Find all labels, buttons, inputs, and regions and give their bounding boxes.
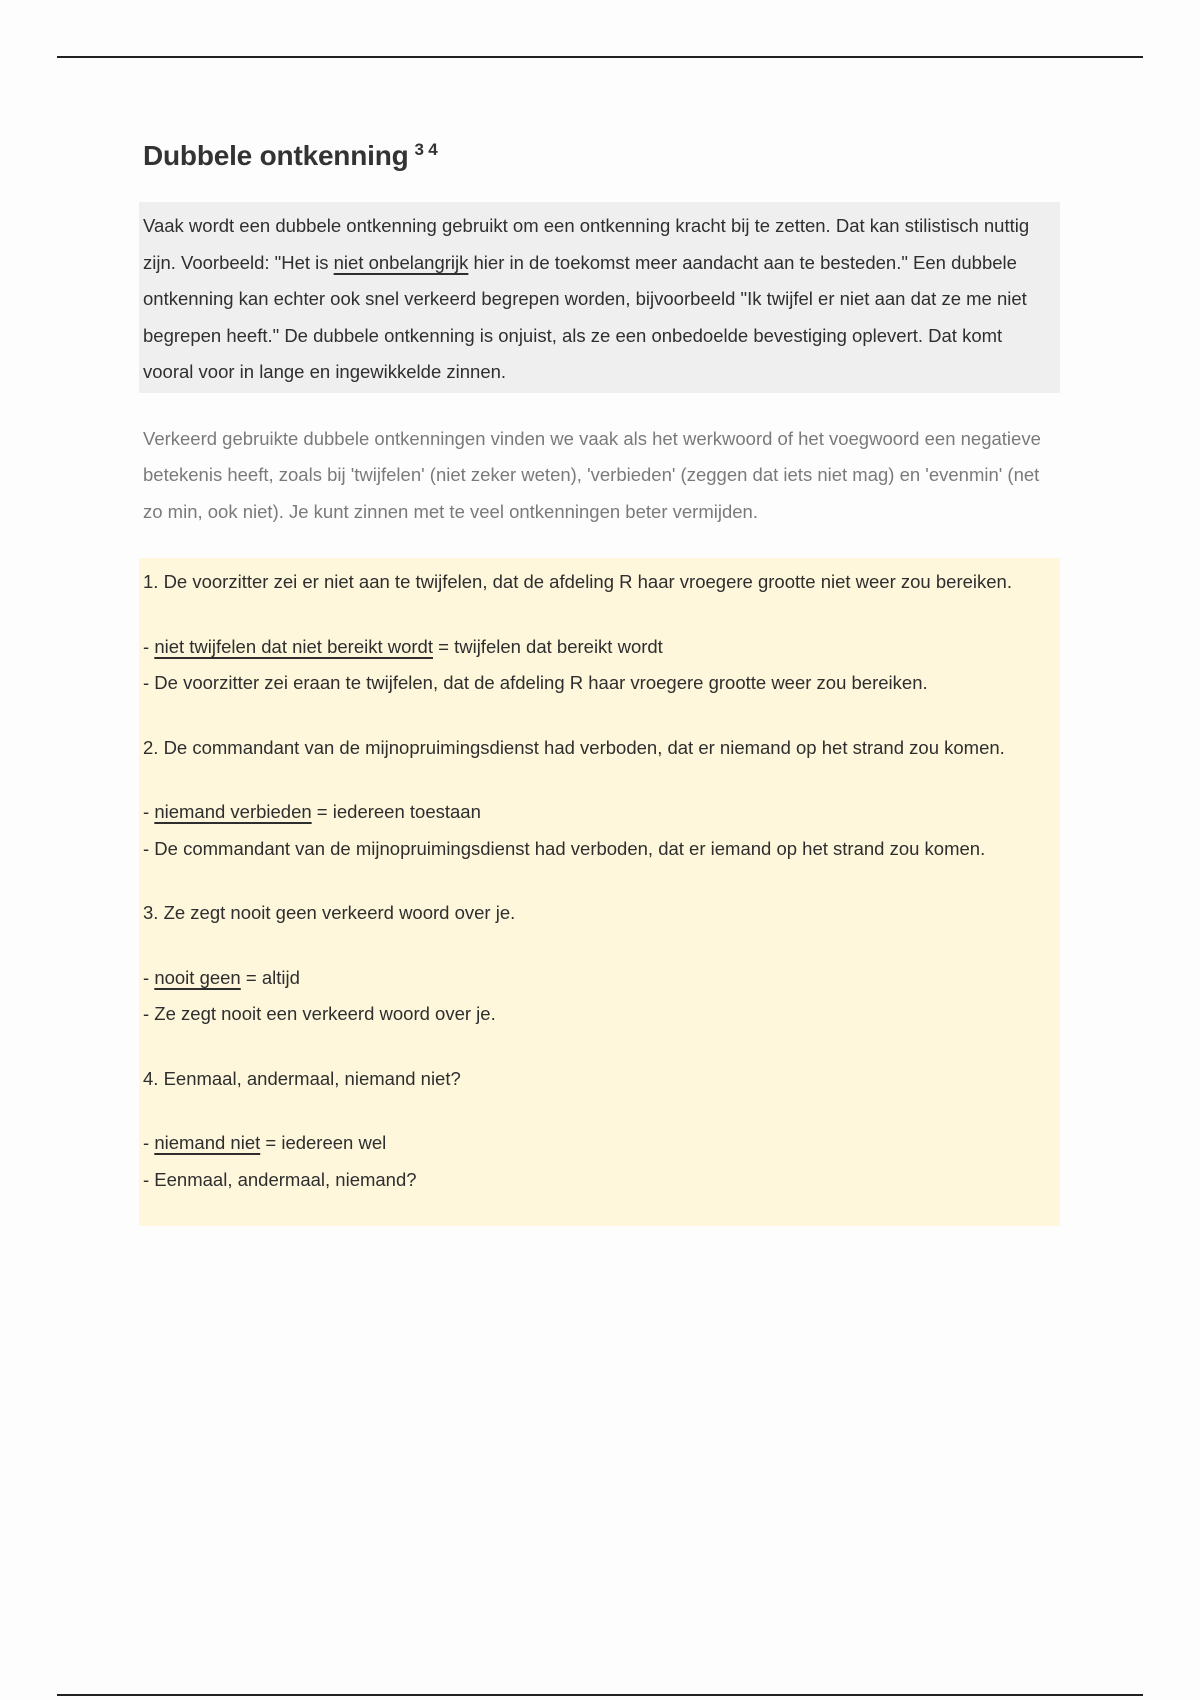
intro-secondary-text: Verkeerd gebruikte dubbele ontkenningen vinden we vaak als het werkwoord of het voegwoord een negatieve betekenis heeft, zoals bij 'twijfelen' (niet zeker weten), 'verbieden' (zeggen dat iets niet mag) en 'evenmin' (net zo min, ook niet). Je kunt zinnen met te veel ontkenningen beter vermijden. (143, 427, 1041, 522)
intro-text-post: hier in de toekomst meer aandacht aan te besteden." Een dubbele ontkenning kan echter ook snel verkeerd begrepen worden, bijvoorbeeld "Ik twijfel er niet aan dat ze me niet begrepen heeft." De dubbele ontkenning is onjuist, als ze een onbedoelde bevestiging oplevert. Dat komt vooral voor in lange en ingewikkelde zinnen. (143, 251, 1027, 382)
rule-term: niet twijfelen dat niet bereikt wordt (154, 635, 433, 657)
example-correction: - De voorzitter zei eraan te twijfelen, dat de afdeling R haar vroegere grootte weer zou bereiken. (143, 672, 928, 693)
example-rule (143, 1125, 1056, 1162)
example-correction: - Ze zegt nooit een verkeerd woord over je. (143, 1003, 496, 1024)
example-sentence: 1. De voorzitter zei er niet aan te twijfelen, dat de afdeling R haar vroegere grootte niet weer zou bereiken. (143, 571, 1012, 592)
rule-meaning: = iedereen wel (260, 1132, 387, 1153)
footnote-refs: 3 4 (414, 140, 438, 159)
top-rule (57, 56, 1143, 58)
page-content (139, 140, 1060, 1226)
intro-text-pre: Vaak wordt een dubbele ontkenning gebruikt om een ontkenning kracht bij te zetten. Dat kan stilistisch nuttig zijn. Voorbeeld: "Het is (143, 215, 1030, 273)
rule-meaning: = iedereen toestaan (311, 801, 481, 822)
example-correction: - De commandant van de mijnopruimingsdienst had verboden, dat er iemand op het strand zou komen. (143, 837, 986, 859)
page-title-text: Dubbele ontkenning (143, 140, 409, 171)
rule-prefix: - (143, 635, 155, 657)
intro-box (139, 202, 1060, 393)
rule-prefix: - (143, 966, 155, 988)
examples-box (139, 558, 1060, 1226)
rule-prefix: - (143, 801, 155, 822)
example-rule (143, 960, 1056, 997)
rule-term: niemand niet (154, 1132, 261, 1153)
example-sentence: 2. De commandant van de mijnopruimingsdienst had verboden, dat er niemand op het strand zou komen. (143, 736, 1005, 758)
intro-underlined-term: niet onbelangrijk (333, 251, 469, 273)
rule-meaning: = twijfelen dat bereikt wordt (433, 635, 663, 657)
rule-prefix: - (143, 1132, 155, 1153)
page-title (143, 140, 1060, 172)
bottom-rule (57, 1694, 1143, 1696)
example-rule (143, 629, 1056, 666)
rule-term: nooit geen (154, 966, 241, 988)
example-correction: - Eenmaal, andermaal, niemand? (143, 1168, 417, 1190)
example-rule (143, 794, 1056, 831)
rule-meaning: = altijd (240, 966, 300, 988)
example-sentence: 4. Eenmaal, andermaal, niemand niet? (143, 1067, 461, 1089)
rule-term: niemand verbieden (154, 801, 312, 822)
example-sentence: 3. Ze zegt nooit geen verkeerd woord over je. (143, 902, 516, 923)
